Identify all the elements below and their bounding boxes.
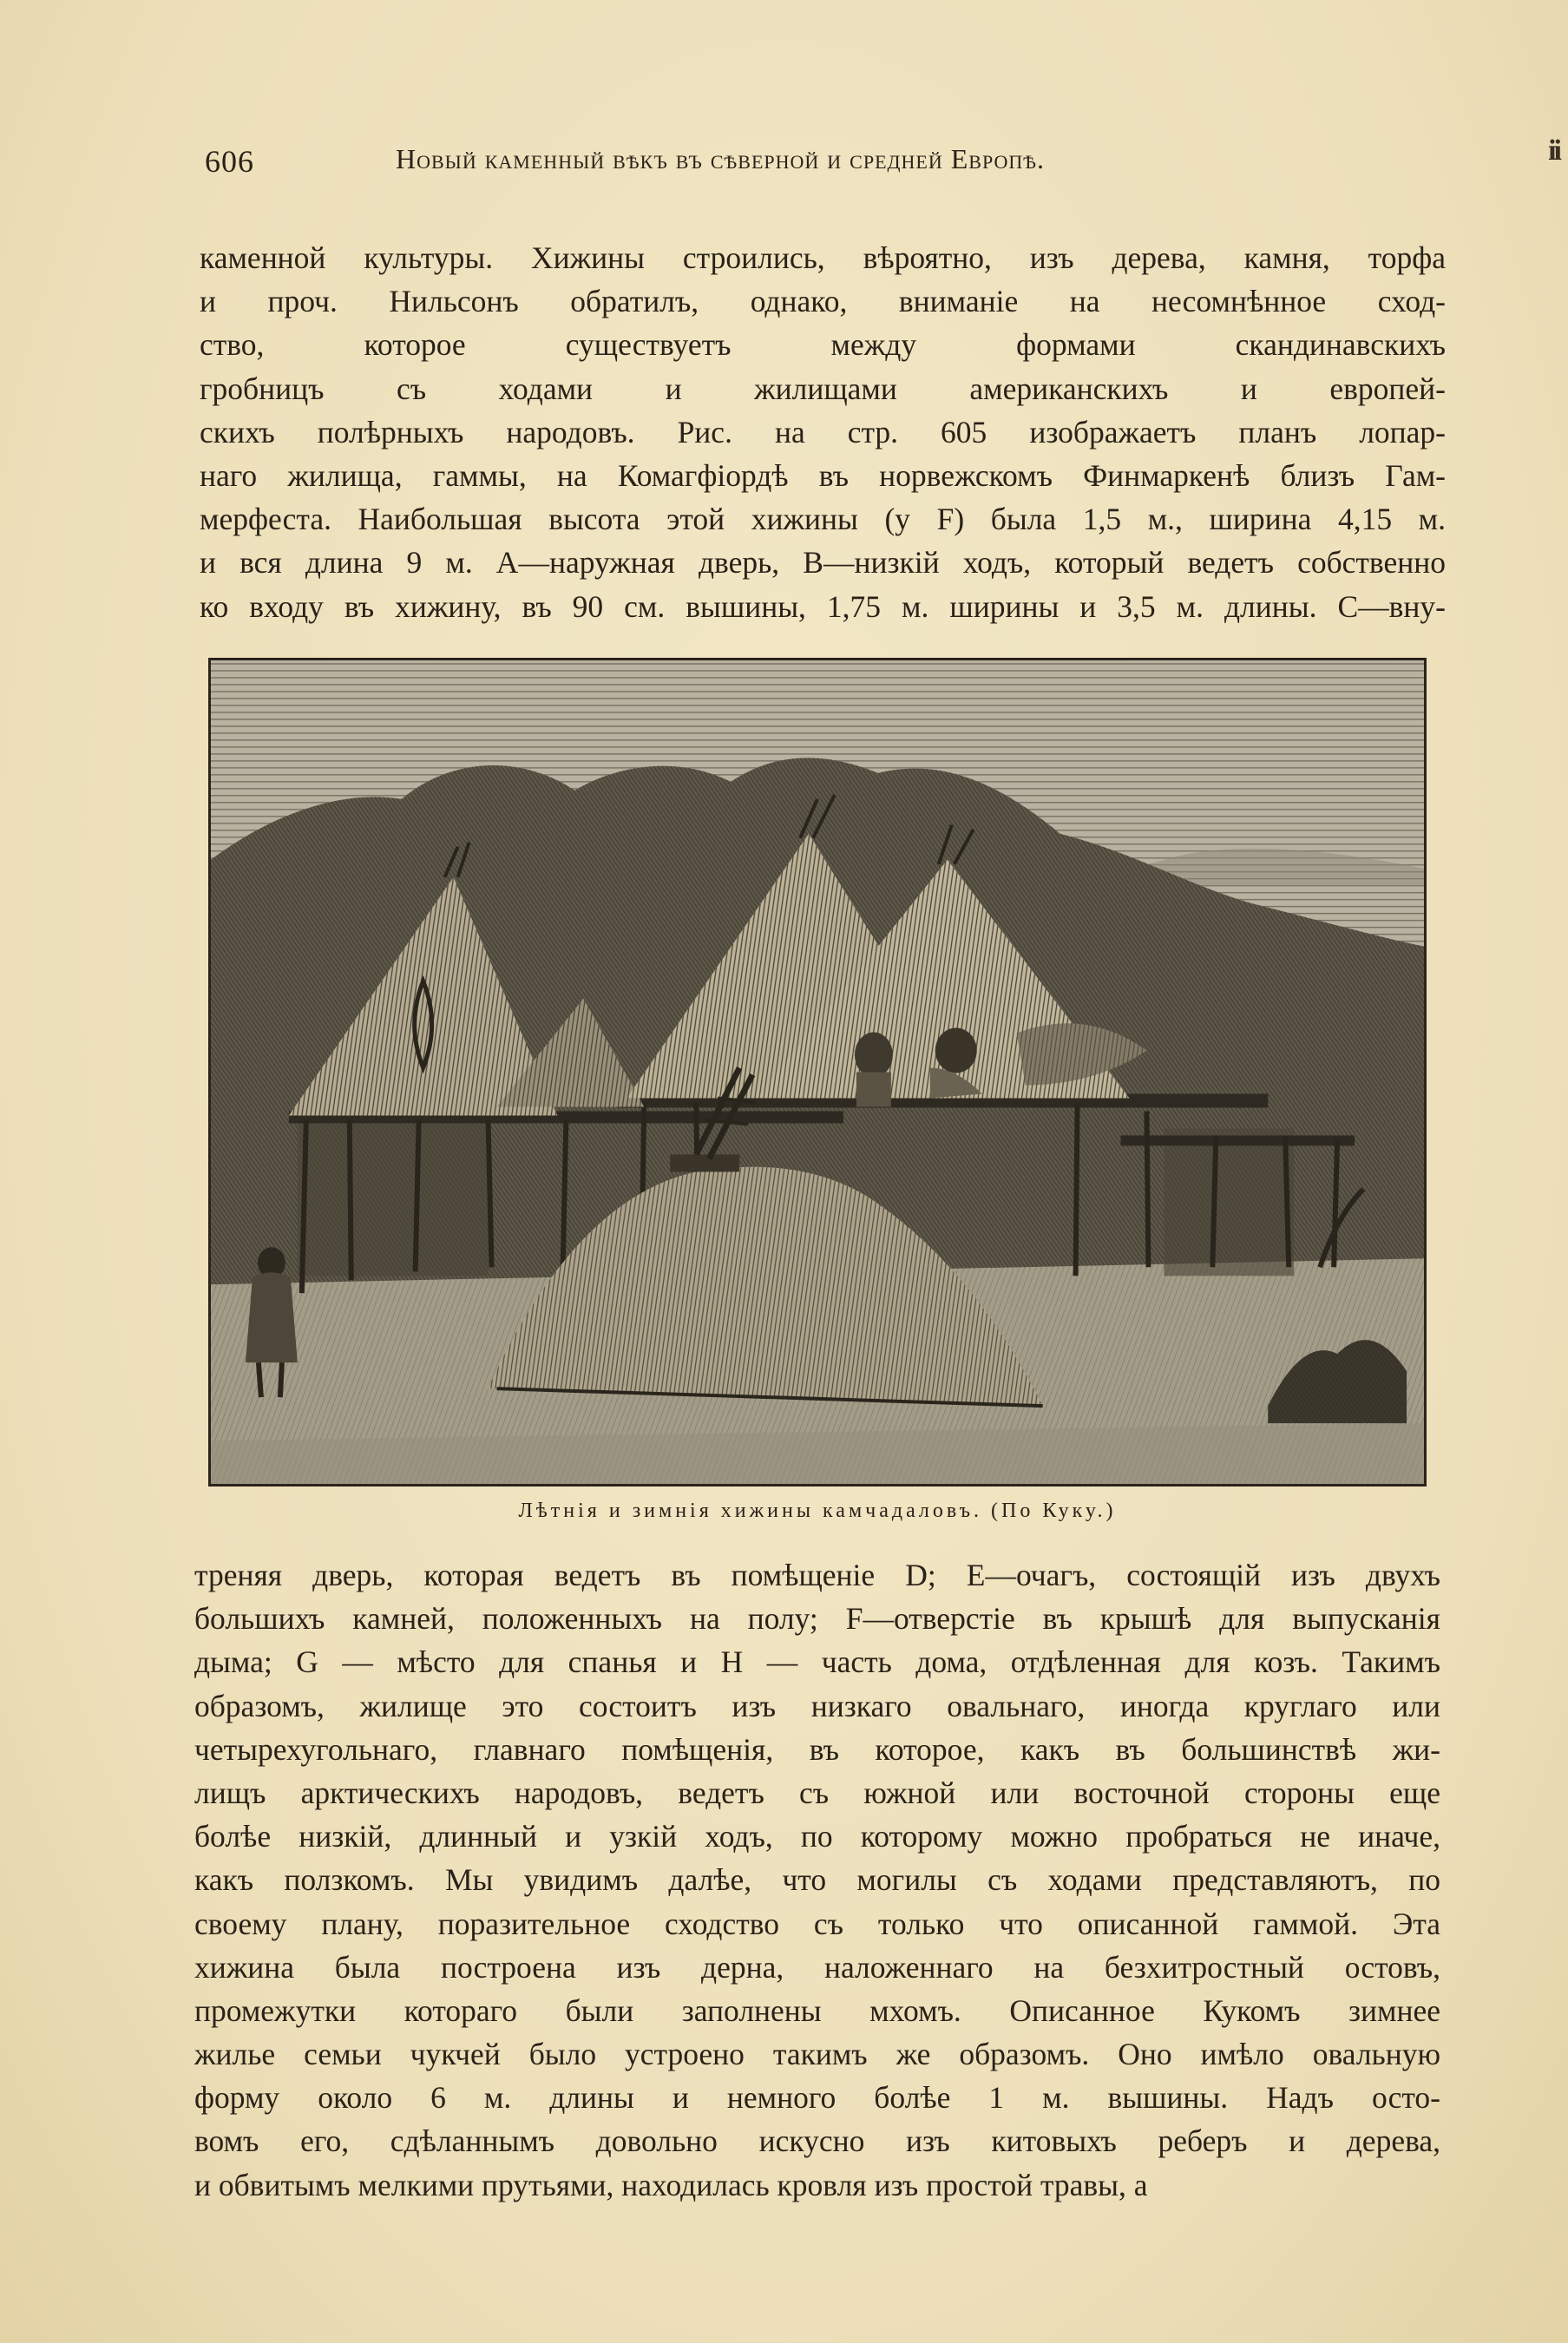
text-line: жилье семьи чукчей было устроено такимъ же образомъ. Оно имѣло овальную <box>194 2037 1440 2072</box>
text-line: и проч. Нильсонъ обратилъ, однако, вниманіе на несомнѣнное сход- <box>200 284 1446 319</box>
text-line: и вся длина 9 м. A—наружная дверь, B—низкій ходъ, который ведетъ собственно <box>200 545 1446 581</box>
text-line: форму около 6 м. длины и немного болѣе 1 м. вышины. Надъ осто- <box>194 2080 1440 2116</box>
text-line: образомъ, жилище это состоитъ изъ низкаго овальнаго, иногда круглаго или <box>194 1688 1440 1723</box>
corner-mark: ii <box>1548 135 1559 167</box>
text-line: скихъ полѣрныхъ народовъ. Рис. на стр. 605 изображаетъ планъ лопар- <box>200 414 1446 450</box>
text-line: хижина была построена изъ дерна, наложеннаго на безхитростный остовъ, <box>194 1949 1440 1985</box>
engraving-illustration <box>208 658 1427 1487</box>
text-line: лищъ арктическихъ народовъ, ведетъ съ южной или восточной стороны еще <box>194 1775 1440 1810</box>
text-line: вомъ его, сдѣланнымъ довольно искусно изъ китовыхъ реберъ и дерева, <box>194 2123 1440 2159</box>
running-title: Новый каменный вѣкъ въ сѣверной и средней Европѣ. <box>396 143 1045 174</box>
text-line: промежутки котораго были заполнены мхомъ. Описанное Кукомъ зимнее <box>194 1992 1440 2028</box>
figure-caption: Лѣтнія и зимнія хижины камчадаловъ. (По Куку.) <box>518 1500 1117 1522</box>
text-line: и обвитымъ мелкими прутьями, находилась кровля изъ простой травы, а <box>194 2167 1148 2202</box>
text-line: каменной культуры. Хижины строились, вѣроятно, изъ дерева, камня, торфа <box>200 240 1446 275</box>
text-line: какъ ползкомъ. Мы увидимъ далѣе, что могилы съ ходами представляютъ, по <box>194 1862 1440 1898</box>
text-line: болѣе низкій, длинный и узкій ходъ, по которому можно пробраться не иначе, <box>194 1819 1440 1854</box>
paragraph-top <box>200 236 1446 628</box>
text-line: большихъ камней, положенныхъ на полу; F—отверстіе въ крышѣ для выпусканія <box>194 1601 1440 1637</box>
kamchadal-huts-engraving <box>211 660 1424 1484</box>
text-line: ство, которое существуетъ между формами скандинавскихъ <box>200 327 1446 363</box>
text-line: своему плану, поразительное сходство съ только что описанной гаммой. Эта <box>194 1906 1440 1941</box>
text-line: мерфеста. Наибольшая высота этой хижины (у F) была 1,5 м., ширина 4,15 м. <box>200 502 1446 537</box>
page-number: 606 <box>205 144 254 179</box>
text-line: наго жилища, гаммы, на Комагфіордѣ въ норвежскомъ Финмаркенѣ близъ Гам- <box>200 457 1446 493</box>
text-line: дыма; G — мѣсто для спанья и H — часть дома, отдѣленная для козъ. Такимъ <box>194 1644 1440 1680</box>
text-line: четырехугольнаго, главнаго помѣщенія, въ которое, какъ въ большинствѣ жи- <box>194 1731 1440 1767</box>
paragraph-bottom <box>194 1553 1440 2207</box>
page-header <box>205 143 1463 187</box>
text-line: гробницъ съ ходами и жилищами американскихъ и европей- <box>200 371 1446 406</box>
text-line: ко входу въ хижину, въ 90 см. вышины, 1,75 м. ширины и 3,5 м. длины. C—вну- <box>200 588 1446 624</box>
text-line: треняя дверь, которая ведетъ въ помѣщеніе D; E—очагъ, состоящій изъ двухъ <box>194 1558 1440 1592</box>
